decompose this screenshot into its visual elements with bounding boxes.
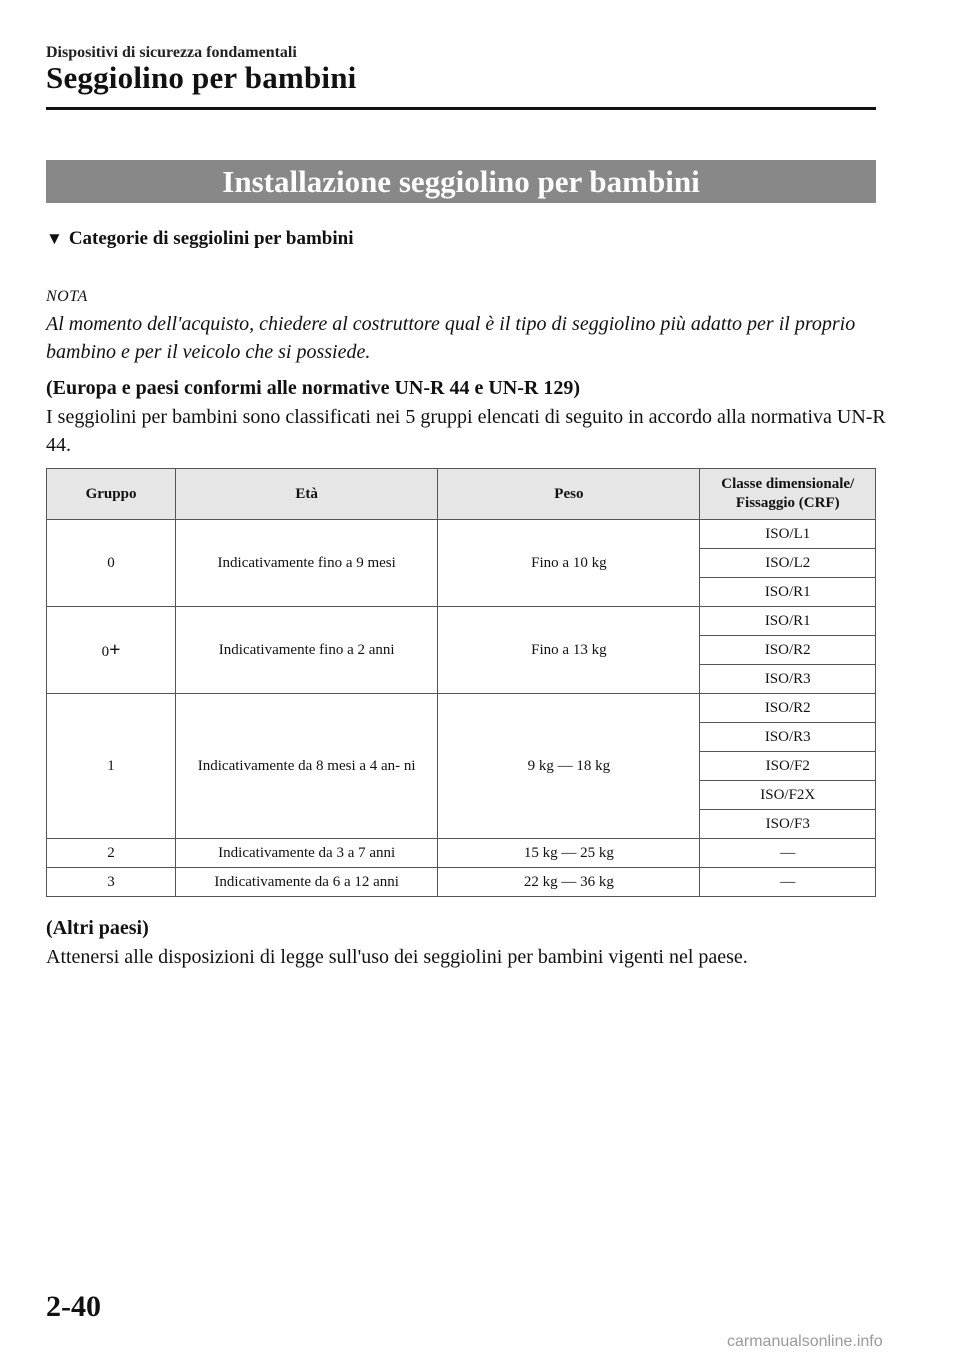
weight-cell: Fino a 13 kg [438,607,700,694]
table-header-row [47,469,876,520]
weight-cell: Fino a 10 kg [438,520,700,607]
group-cell [47,607,176,694]
class-cell: ISO/R2 [700,694,876,723]
child-seat-groups-table [46,468,876,897]
group-cell: 2 [47,839,176,868]
note-label: NOTA [46,288,88,305]
header-weight: Peso [438,469,700,520]
weight-cell: 22 kg ― 36 kg [438,868,700,897]
other-text: Attenersi alle disposizioni di legge sull'uso dei seggiolini per bambini vigenti nel paese. [46,946,748,968]
age-cell: Indicativamente da 8 mesi a 4 an- ni [176,694,438,839]
table-row [47,520,876,549]
age-cell: Indicativamente fino a 2 anni [176,607,438,694]
page-number: 2-40 [46,1290,101,1323]
weight-cell: 15 kg ― 25 kg [438,839,700,868]
class-cell: ISO/R3 [700,723,876,752]
table-row [47,868,876,897]
group-cell: 3 [47,868,176,897]
age-cell: Indicativamente da 3 a 7 anni [176,839,438,868]
table-row [47,839,876,868]
header-age: Età [176,469,438,520]
watermark: carmanualsonline.info [727,1333,883,1350]
subheading-text: Categorie di seggiolini per bambini [68,228,354,249]
class-cell: ISO/L2 [700,549,876,578]
class-cell: ISO/F2 [700,752,876,781]
age-cell: Indicativamente fino a 9 mesi [176,520,438,607]
class-cell: ISO/R3 [700,665,876,694]
table-row [47,607,876,636]
class-cell: ― [700,839,876,868]
class-cell: ISO/F2X [700,781,876,810]
other-heading: (Altri paesi) [46,917,149,939]
class-cell: ISO/R1 [700,578,876,607]
title-rule [46,107,876,110]
weight-cell: 9 kg ― 18 kg [438,694,700,839]
page-title: Seggiolino per bambini [46,60,357,95]
class-cell: ISO/L1 [700,520,876,549]
group-cell: 1 [47,694,176,839]
header-group: Gruppo [47,469,176,520]
class-cell: ISO/R1 [700,607,876,636]
age-cell: Indicativamente da 6 a 12 anni [176,868,438,897]
plus-icon: + [109,638,121,661]
header-class: Classe dimensionale/ Fissaggio (CRF) [700,469,876,520]
class-cell: ― [700,868,876,897]
triangle-down-icon: ▼ [46,229,63,248]
subheading [46,228,354,250]
class-cell: ISO/F3 [700,810,876,839]
table-row [47,694,876,723]
section-banner: Installazione seggiolino per bambini [46,160,876,203]
group-number: 0 [101,643,110,660]
class-cell: ISO/R2 [700,636,876,665]
europe-heading: (Europa e paesi conformi alle normative UN-R 44 e UN-R 129) [46,377,580,399]
note-text: Al momento dell'acquisto, chiedere al costruttore qual è il tipo di seggiolino più adatto per il proprio bambino e per il veicolo che si possiede. [46,313,856,363]
section-label: Dispositivi di sicurezza fondamentali [46,44,297,61]
group-cell: 0 [47,520,176,607]
europe-text: I seggiolini per bambini sono classificati nei 5 gruppi elencati di seguito in accordo alla normativa UN-R 44. [46,406,886,456]
